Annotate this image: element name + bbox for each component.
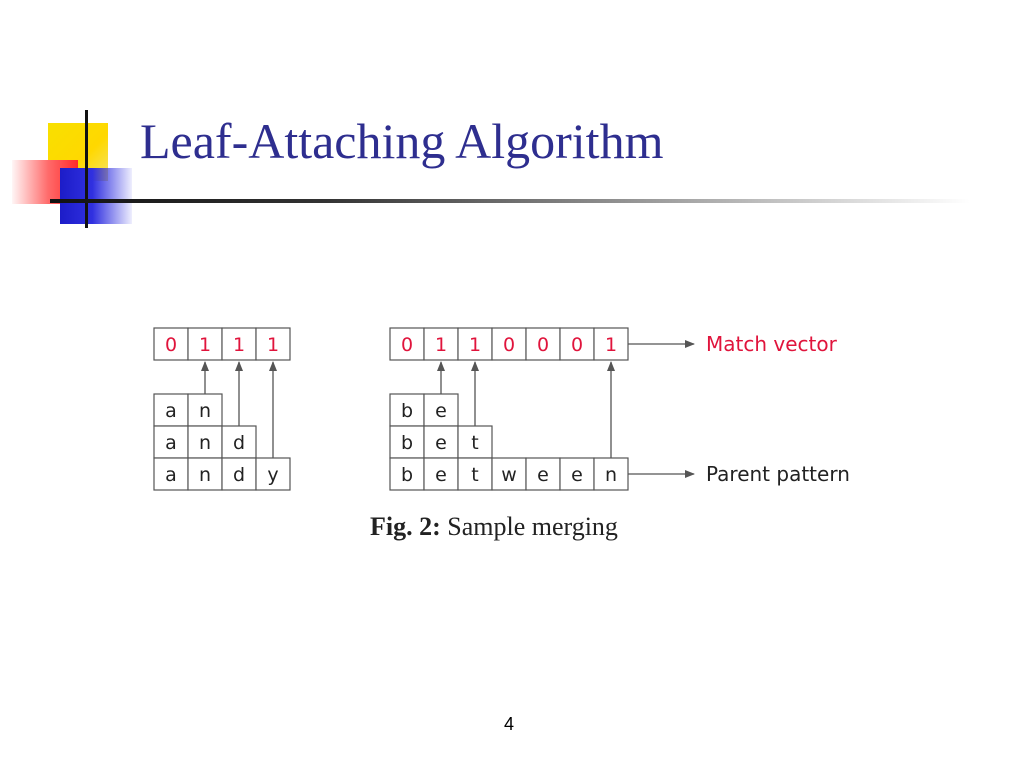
pattern-cell: e: [435, 400, 447, 422]
match-vector-label: Match vector: [706, 332, 837, 356]
pattern-cell: a: [165, 432, 177, 454]
match-vector-cell: 1: [266, 334, 280, 356]
pattern-cell: y: [267, 464, 279, 486]
match-vector-cell: 0: [400, 334, 414, 356]
match-vector-cell: 1: [604, 334, 618, 356]
match-vector-cell: 0: [536, 334, 550, 356]
pattern-cell: n: [198, 400, 212, 422]
figure-caption: [370, 512, 618, 542]
match-vector-cell: 1: [468, 334, 482, 356]
caption-text: Sample merging: [447, 512, 618, 541]
pattern-cell: b: [400, 464, 414, 486]
match-vector-cell: 0: [570, 334, 584, 356]
pattern-cell: n: [198, 464, 212, 486]
match-vector-cell: 0: [164, 334, 178, 356]
pattern-cell: n: [604, 464, 618, 486]
pattern-cell: a: [165, 464, 177, 486]
pattern-cell: e: [435, 464, 447, 486]
pattern-cell: b: [400, 400, 414, 422]
merging-diagram: [140, 300, 900, 510]
decorative-blue-square: [60, 168, 132, 224]
parent-pattern-label: Parent pattern: [706, 462, 850, 486]
pattern-cell: d: [232, 464, 246, 486]
pattern-cell: b: [400, 432, 414, 454]
pattern-cell: e: [537, 464, 549, 486]
pattern-cell: a: [165, 400, 177, 422]
pattern-cell: w: [501, 464, 517, 486]
match-vector-cell: 1: [434, 334, 448, 356]
pattern-cell: e: [571, 464, 583, 486]
pattern-cell: e: [435, 432, 447, 454]
match-vector-cell: 1: [198, 334, 212, 356]
page-number: 4: [504, 714, 515, 734]
title-underline: [50, 199, 970, 203]
pattern-cell: d: [232, 432, 246, 454]
left-diagram: [154, 328, 290, 490]
decorative-vertical-line: [85, 110, 88, 228]
pattern-cell: t: [471, 464, 479, 486]
caption-label: Fig. 2:: [370, 512, 441, 541]
match-vector-cell: 0: [502, 334, 516, 356]
right-diagram: [390, 328, 850, 490]
match-vector-cell: 1: [232, 334, 246, 356]
pattern-cell: n: [198, 432, 212, 454]
pattern-cell: t: [471, 432, 479, 454]
slide-title: Leaf-Attaching Algorithm: [140, 113, 664, 169]
